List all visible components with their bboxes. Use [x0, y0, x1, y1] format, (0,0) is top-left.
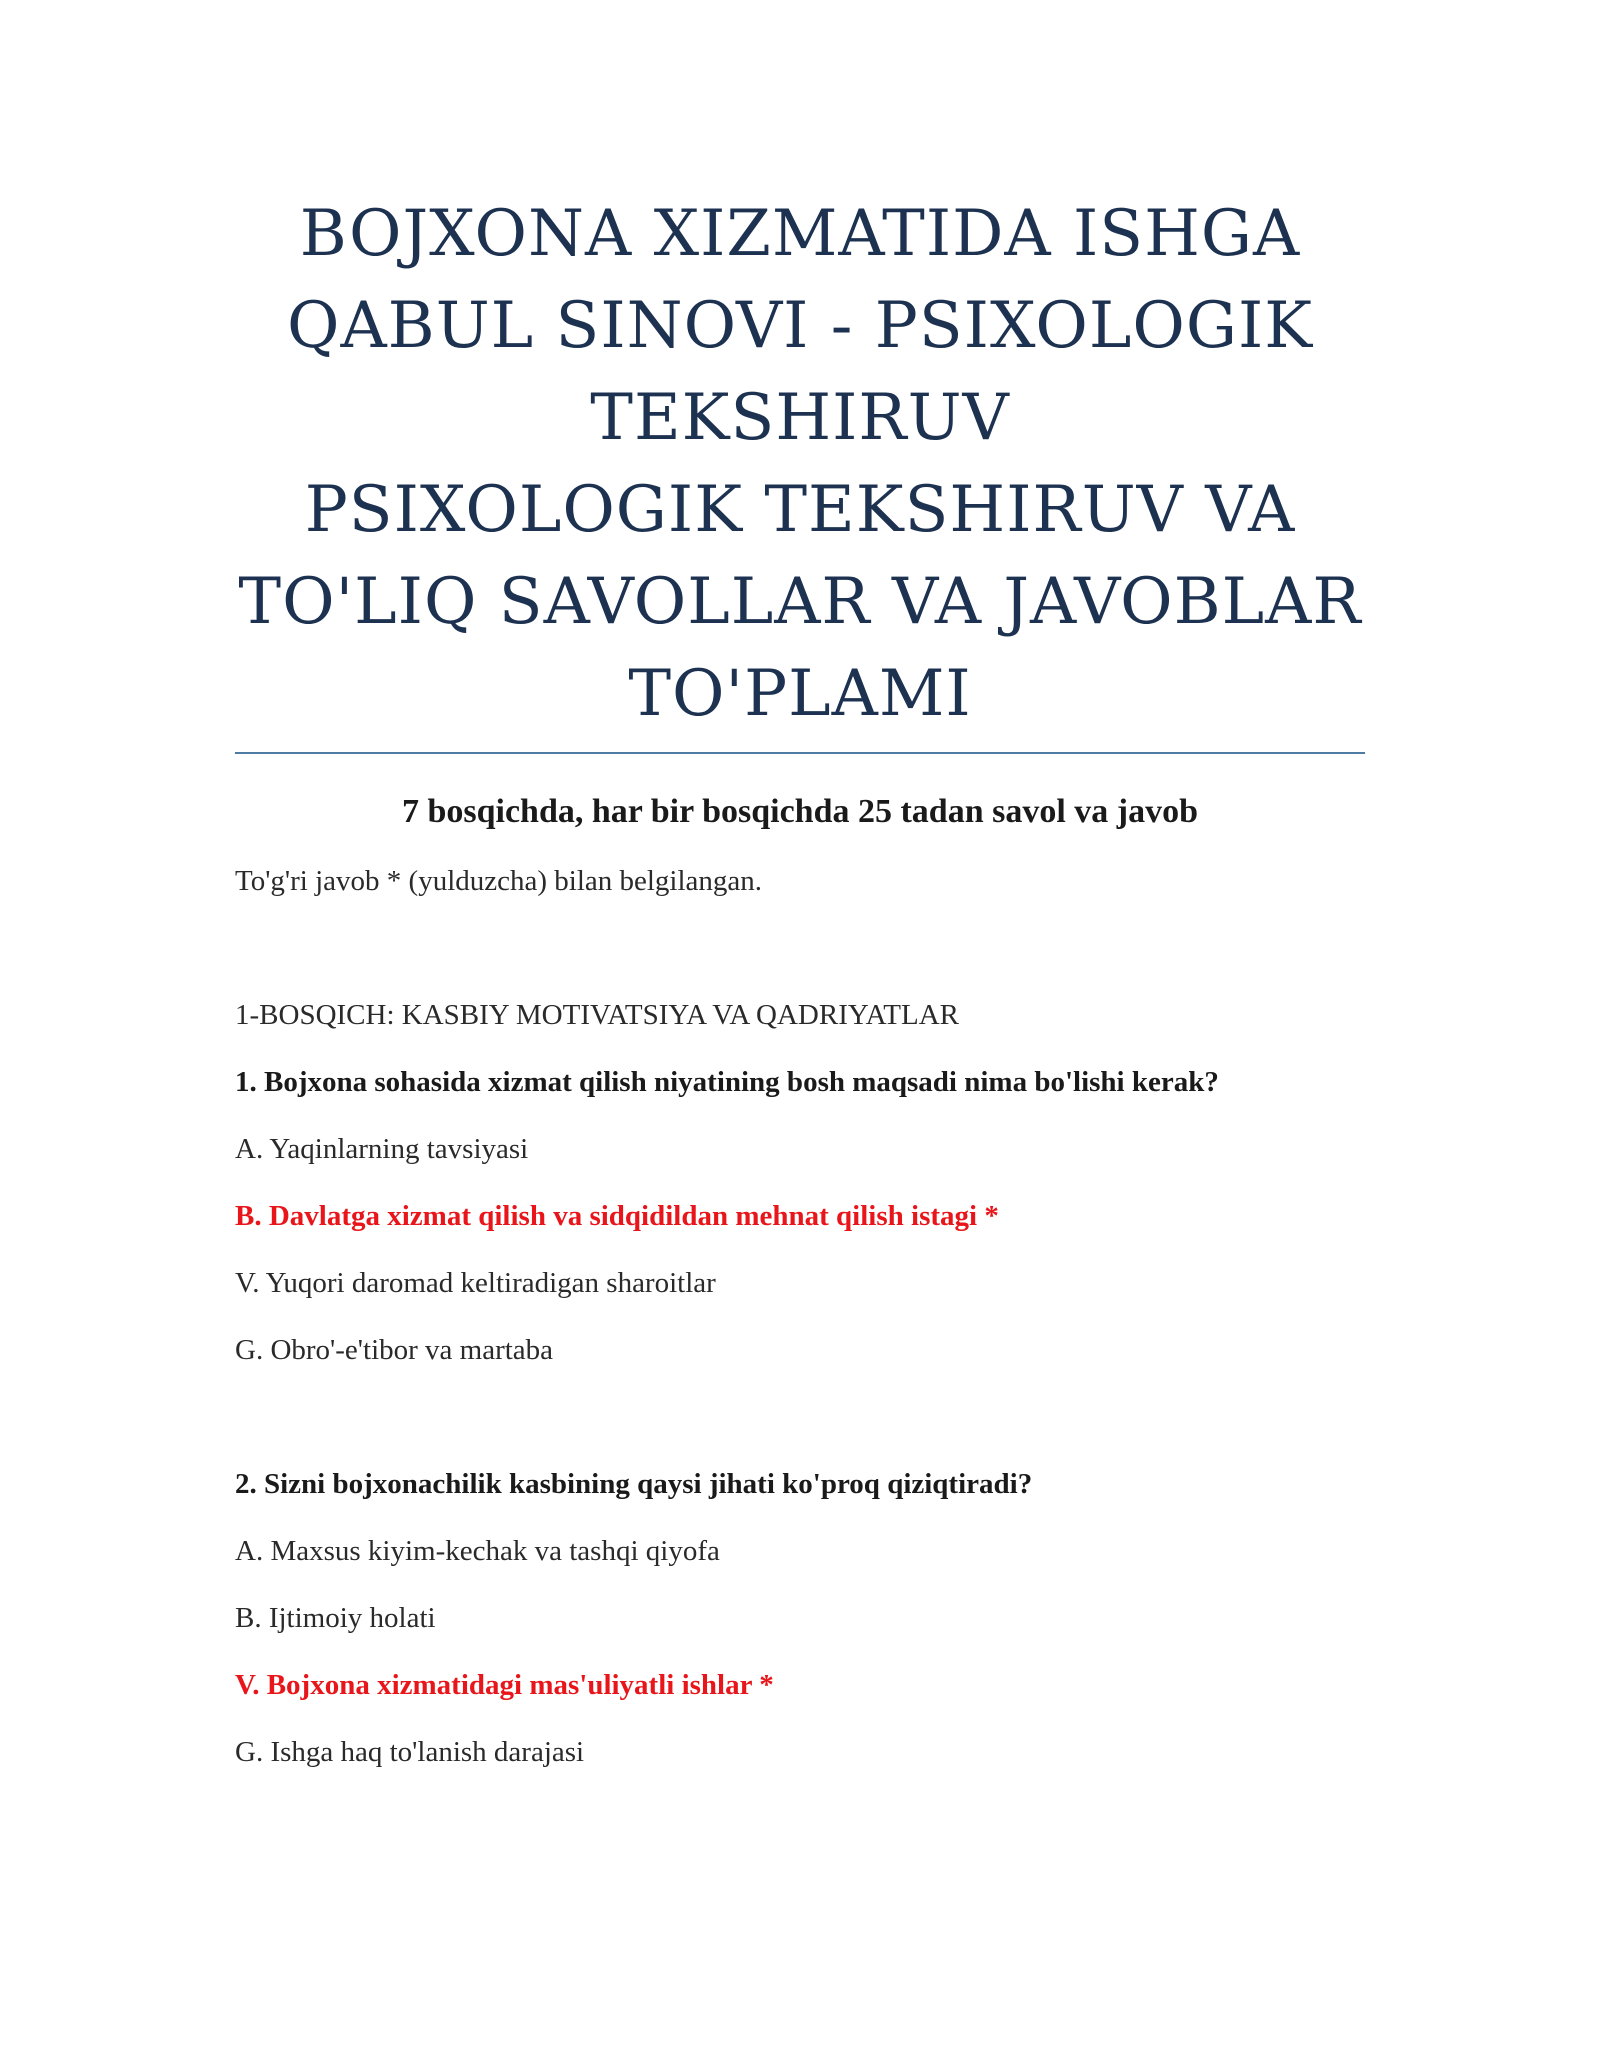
answer-option: B. Ijtimoiy holati — [235, 1602, 436, 1634]
title-line: QABUL SINOVI - PSIXOLOGIK — [286, 289, 1314, 363]
answer-option: A. Yaqinlarning tavsiyasi — [235, 1133, 529, 1165]
question-text: 1. Bojxona sohasida xizmat qilish niyatining bosh maqsadi nima bo'lishi kerak? — [235, 1066, 1219, 1098]
correct-answer-option: B. Davlatga xizmat qilish va sidqidildan mehnat qilish istagi * — [235, 1200, 999, 1232]
answer-option: G. Ishga haq to'lanish darajasi — [235, 1736, 585, 1768]
correct-answer-option: V. Bojxona xizmatidagi mas'uliyatli ishlar * — [235, 1669, 774, 1701]
answer-option: A. Maxsus kiyim-kechak va tashqi qiyofa — [235, 1535, 720, 1567]
document-title — [235, 188, 1365, 740]
answer-option: G. Obro'-e'tibor va martaba — [235, 1334, 554, 1366]
document-subtitle: 7 bosqichda, har bir bosqichda 25 tadan savol va javob — [401, 793, 1199, 830]
question-text: 2. Sizni bojxonachilik kasbining qaysi jihati ko'proq qiziqtiradi? — [235, 1468, 1033, 1500]
section-heading: 1-BOSQICH: KASBIY MOTIVATSIYA VA QADRIYATLAR — [235, 999, 960, 1031]
title-line: TO'LIQ SAVOLLAR VA JAVOBLAR — [238, 565, 1362, 639]
answer-option: V. Yuqori daromad keltiradigan sharoitlar — [235, 1267, 716, 1299]
answer-key-note: To'g'ri javob * (yulduzcha) bilan belgilangan. — [235, 865, 763, 897]
title-line: PSIXOLOGIK TEKSHIRUV VA — [304, 473, 1296, 547]
title-divider — [235, 752, 1365, 754]
title-line: TO'PLAMI — [628, 657, 972, 731]
title-line: BOJXONA XIZMATIDA ISHGA — [299, 197, 1301, 271]
title-line: TEKSHIRUV — [590, 381, 1010, 455]
